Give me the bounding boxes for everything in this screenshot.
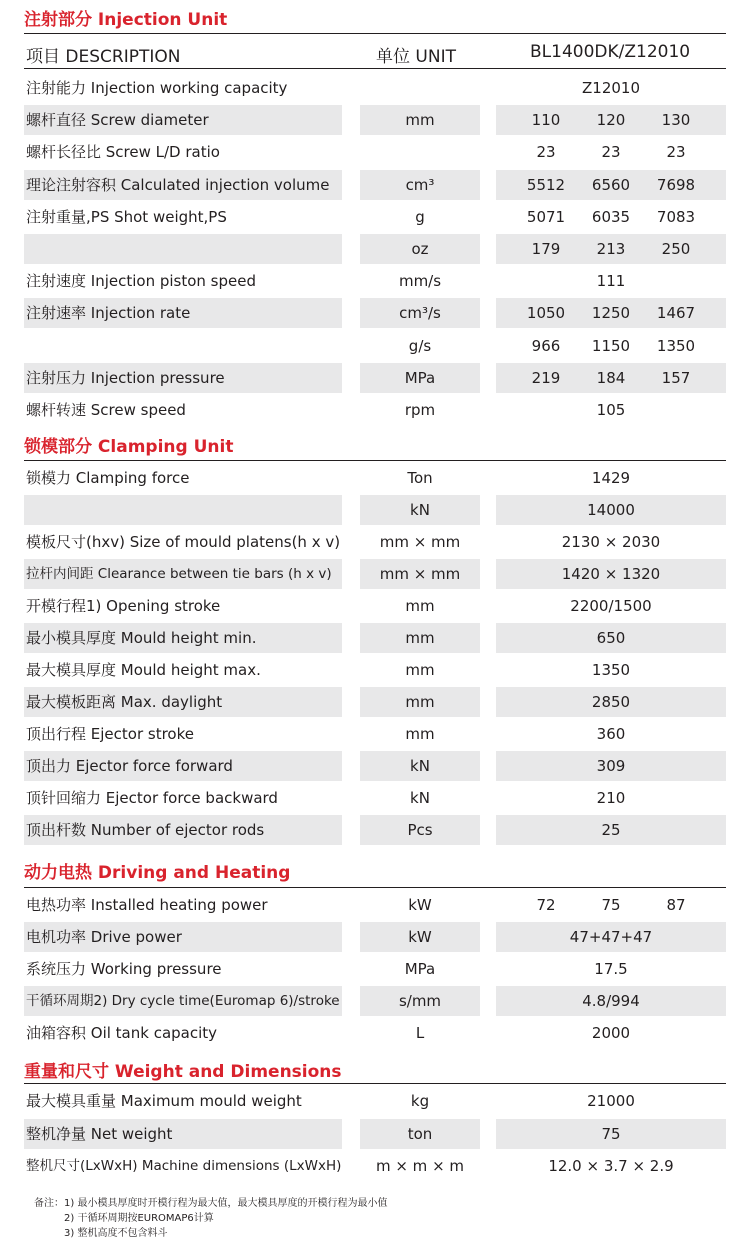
row-unit: L (415, 1024, 425, 1042)
header-description: 项目 DESCRIPTION (26, 47, 181, 67)
table-row (24, 719, 726, 749)
table-row (24, 687, 726, 717)
row-unit: ton (360, 1119, 480, 1149)
row-values (496, 922, 726, 952)
row-value: 7083 (656, 207, 696, 226)
row-unit: g/s (408, 336, 432, 355)
table-row (24, 137, 726, 167)
section-title: 动力电热 Driving and Heating (24, 863, 291, 883)
table-row (24, 591, 726, 621)
row-values (496, 1086, 726, 1116)
section-title: 重量和尺寸 Weight and Dimensions (24, 1062, 342, 1082)
row-value: 21000 (587, 1092, 635, 1110)
row-values (496, 815, 726, 845)
row-value: 966 (531, 336, 561, 355)
row-description: 注射重量,PS Shot weight,PS (26, 207, 227, 226)
row-values (496, 234, 726, 264)
row-value: 210 (596, 789, 626, 807)
row-unit: kN (360, 751, 480, 781)
row-description (24, 495, 342, 525)
table-row (24, 170, 726, 200)
row-unit: cm³/s (360, 298, 480, 328)
row-description: 理论注射容积 Calculated injection volume (24, 170, 342, 200)
row-description: 螺杆转速 Screw speed (26, 401, 186, 419)
row-unit: cm³ (360, 170, 480, 200)
footnote: 备注：1) 最小模具厚度时开模行程为最大值，最大模具厚度的开模行程为最小值 (34, 1198, 388, 1209)
row-value: 157 (661, 368, 691, 387)
row-value: 14000 (587, 501, 635, 519)
row-value: 23 (536, 143, 556, 162)
row-unit: kW (408, 896, 432, 914)
row-description: 注射速率 Injection rate (24, 298, 342, 328)
row-description: 干循环周期2) Dry cycle time(Euromap 6)/stroke (24, 986, 342, 1016)
row-description: 最大模板距离 Max. daylight (24, 687, 342, 717)
row-values (496, 623, 726, 653)
row-unit: mm/s (398, 272, 442, 291)
header-model: BL1400DK/Z12010 (530, 42, 691, 62)
table-row (24, 202, 726, 232)
table-row (24, 331, 726, 361)
row-values (496, 890, 726, 920)
row-values (496, 783, 726, 813)
table-row (24, 363, 726, 393)
table-row (24, 922, 726, 952)
row-value: 72 (536, 896, 556, 914)
table-row (24, 234, 726, 264)
row-value: Z12010 (582, 79, 640, 97)
row-values (496, 655, 726, 685)
row-unit: mm (360, 623, 480, 653)
row-values (496, 463, 726, 493)
row-value: 2000 (591, 1024, 631, 1042)
row-value: 213 (596, 240, 626, 258)
row-unit: mm (405, 725, 435, 743)
row-unit: mm (405, 661, 435, 679)
row-values (496, 591, 726, 621)
row-values (496, 559, 726, 589)
row-value: 111 (596, 272, 626, 291)
row-value: 179 (531, 240, 561, 258)
row-unit: mm (360, 105, 480, 135)
row-values (496, 1151, 726, 1181)
row-value: 1420 × 1320 (561, 565, 661, 583)
row-description: 最大模具重量 Maximum mould weight (26, 1092, 302, 1110)
table-row (24, 266, 726, 296)
row-unit: MPa (360, 363, 480, 393)
row-values (496, 331, 726, 361)
row-unit: g (415, 207, 425, 226)
table-row (24, 986, 726, 1016)
row-values (496, 751, 726, 781)
row-values (496, 1018, 726, 1048)
section-divider (24, 887, 726, 888)
row-description: 锁模力 Clamping force (26, 469, 190, 487)
row-values (496, 73, 726, 103)
row-value: 4.8/994 (582, 992, 640, 1010)
row-values (496, 363, 726, 393)
row-value: 23 (666, 143, 686, 162)
row-description (24, 331, 342, 361)
row-description: 螺杆长径比 Screw L/D ratio (26, 143, 220, 162)
row-unit (360, 137, 480, 167)
row-value: 1050 (526, 304, 566, 323)
table-row (24, 105, 726, 135)
row-values (496, 687, 726, 717)
row-value: 360 (596, 725, 626, 743)
table-row (24, 495, 726, 525)
row-unit: m × m × m (375, 1157, 465, 1175)
row-description: 电机功率 Drive power (24, 922, 342, 952)
row-description: 最大模具厚度 Mould height max. (26, 661, 261, 679)
row-value: 2850 (591, 693, 631, 711)
row-value: 5071 (526, 207, 566, 226)
table-row (24, 395, 726, 425)
row-value: 1250 (591, 304, 631, 323)
table-row (24, 527, 726, 557)
row-unit: mm × mm (360, 559, 480, 589)
row-value: 1467 (656, 304, 696, 323)
row-unit: mm (360, 687, 480, 717)
row-description: 顶出行程 Ejector stroke (26, 725, 194, 743)
row-unit: mm (405, 597, 435, 615)
row-values (496, 202, 726, 232)
row-description: 开模行程1) Opening stroke (26, 597, 221, 615)
row-unit (360, 73, 480, 103)
row-description: 注射能力 Injection working capacity (26, 79, 288, 97)
row-value: 120 (596, 111, 626, 130)
row-value: 130 (661, 111, 691, 130)
table-row (24, 559, 726, 589)
row-value: 184 (596, 368, 626, 387)
row-description: 拉杆内间距 Clearance between tie bars (h x v) (24, 559, 342, 589)
row-unit: mm × mm (379, 533, 461, 551)
table-row (24, 298, 726, 328)
row-description: 电热功率 Installed heating power (26, 896, 268, 914)
row-description: 顶出力 Ejector force forward (24, 751, 342, 781)
row-value: 1429 (591, 469, 631, 487)
row-value: 7698 (656, 175, 696, 194)
table-row (24, 954, 726, 984)
row-value: 12.0 × 3.7 × 2.9 (548, 1157, 674, 1175)
table-row (24, 1119, 726, 1149)
row-value: 25 (601, 821, 621, 839)
table-row (24, 1086, 726, 1116)
row-values (496, 298, 726, 328)
row-value: 2130 × 2030 (561, 533, 661, 551)
row-description: 最小模具厚度 Mould height min. (24, 623, 342, 653)
row-value: 17.5 (594, 960, 628, 978)
row-unit: kN (360, 495, 480, 525)
row-unit: kg (410, 1092, 430, 1110)
table-row (24, 1151, 726, 1181)
row-description: 整机净量 Net weight (24, 1119, 342, 1149)
row-value: 75 (601, 1124, 621, 1143)
row-unit: oz (360, 234, 480, 264)
row-unit: kW (360, 922, 480, 952)
row-values (496, 137, 726, 167)
row-value: 23 (601, 143, 621, 162)
row-values (496, 395, 726, 425)
section-title-injection: 注射部分 Injection Unit (24, 10, 228, 30)
table-row (24, 1018, 726, 1048)
row-description (24, 234, 342, 264)
row-value: 2200/1500 (570, 597, 652, 615)
row-values (496, 1119, 726, 1149)
row-value: 110 (531, 111, 561, 130)
row-value: 87 (666, 896, 686, 914)
table-row (24, 463, 726, 493)
section-divider (24, 460, 726, 461)
row-unit: s/mm (360, 986, 480, 1016)
row-values (496, 527, 726, 557)
row-value: 5512 (526, 175, 566, 194)
row-value: 105 (596, 401, 626, 419)
row-unit: Ton (407, 469, 433, 487)
row-values (496, 266, 726, 296)
row-values (496, 986, 726, 1016)
row-unit: Pcs (360, 815, 480, 845)
row-value: 1150 (591, 336, 631, 355)
section-divider (24, 1083, 726, 1084)
row-value: 47+47+47 (569, 928, 653, 946)
row-description: 油箱容积 Oil tank capacity (26, 1024, 218, 1042)
row-value: 1350 (656, 336, 696, 355)
row-values (496, 105, 726, 135)
row-unit: MPa (404, 960, 436, 978)
header-unit: 单位 UNIT (376, 47, 456, 67)
table-row (24, 890, 726, 920)
row-unit: rpm (404, 401, 436, 419)
row-description: 注射速度 Injection piston speed (26, 272, 256, 291)
row-description: 系统压力 Working pressure (26, 960, 222, 978)
row-description: 注射压力 Injection pressure (24, 363, 342, 393)
row-description: 整机尺寸(LxWxH) Machine dimensions (LxWxH) (26, 1158, 342, 1174)
row-value: 6560 (591, 175, 631, 194)
table-row (24, 815, 726, 845)
footnote: 2) 干循环周期按EUROMAP6计算 (64, 1213, 214, 1224)
row-values (496, 954, 726, 984)
section-title: 锁模部分 Clamping Unit (24, 437, 234, 457)
row-description: 顶出杆数 Number of ejector rods (24, 815, 342, 845)
row-value: 650 (596, 629, 626, 647)
row-value: 309 (596, 757, 626, 775)
footnote: 3) 整机高度不包含料斗 (64, 1228, 168, 1239)
row-description: 模板尺寸(hxv) Size of mould platens(h x v) (26, 533, 341, 551)
row-value: 250 (661, 240, 691, 258)
table-row (24, 751, 726, 781)
row-values (496, 495, 726, 525)
section-divider (24, 33, 726, 34)
row-values (496, 170, 726, 200)
table-header (24, 36, 726, 68)
header-divider (24, 68, 726, 69)
table-row (24, 73, 726, 103)
row-description: 螺杆直径 Screw diameter (24, 105, 342, 135)
row-value: 219 (531, 368, 561, 387)
row-unit: kN (410, 789, 430, 807)
footnotes (34, 1196, 387, 1241)
table-row (24, 783, 726, 813)
table-row (24, 655, 726, 685)
table-row (24, 623, 726, 653)
row-value: 1350 (591, 661, 631, 679)
row-value: 75 (601, 896, 621, 914)
row-description: 顶针回缩力 Ejector force backward (26, 789, 278, 807)
row-values (496, 719, 726, 749)
row-value: 6035 (591, 207, 631, 226)
